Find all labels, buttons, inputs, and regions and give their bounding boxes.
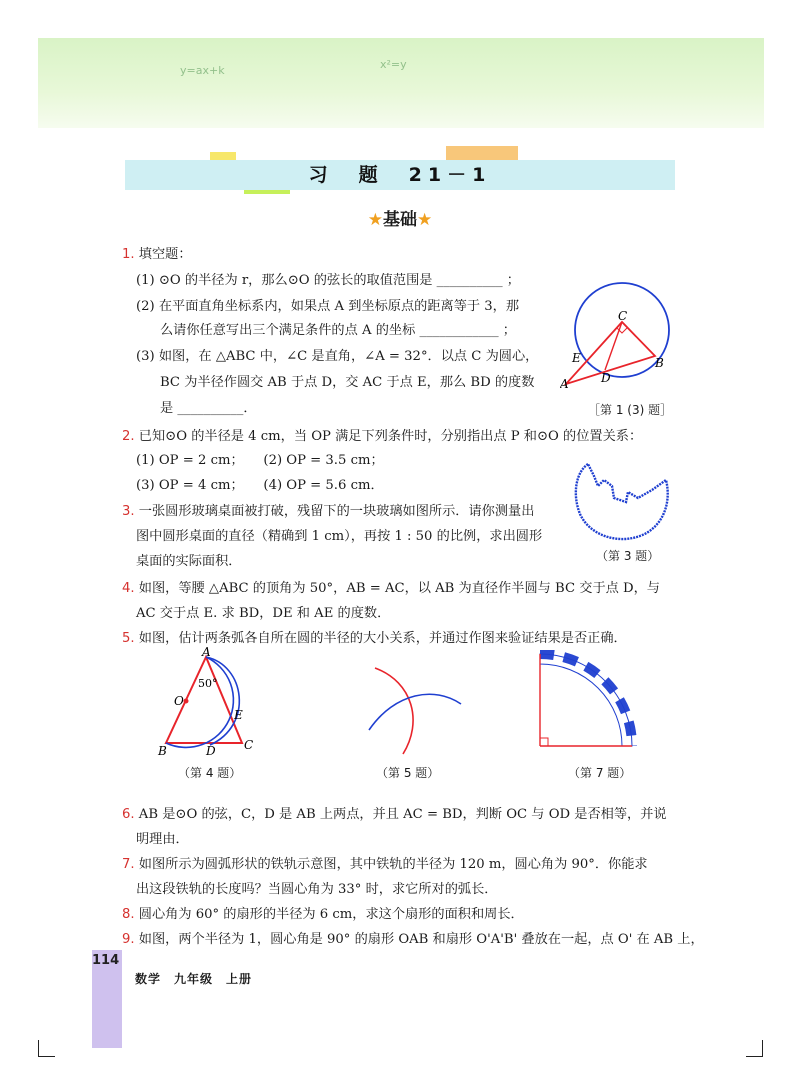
problem-2-row-1: (1) OP = 2 cm； (2) OP = 3.5 cm； bbox=[136, 453, 384, 468]
figure-4-center-point bbox=[184, 699, 189, 704]
problem-number: 3. bbox=[122, 504, 135, 519]
problem-4-text: AC 交于点 E. 求 BD，DE 和 AE 的度数． bbox=[136, 606, 391, 621]
section-heading bbox=[300, 205, 500, 230]
problem-6-text: 明理由． bbox=[136, 832, 189, 847]
problem-4-text: 4. 如图，等腰 △ABC 的顶角为 50°，AB = AC，以 AB 为直径作半圆与 BC 交于点 D，与 bbox=[122, 581, 660, 596]
problem-number: 4. bbox=[122, 581, 135, 596]
problem-number: 9. bbox=[122, 932, 135, 947]
problem-1-part-3: 是 __________． bbox=[160, 401, 257, 416]
problem-1-part-2: 么请你任意写出三个满足条件的点 A 的坐标 ____________ ； bbox=[160, 323, 516, 338]
star-icon: ★ bbox=[367, 210, 383, 230]
problem-3-text: 3. 一张圆形玻璃桌面被打破，残留下的一块玻璃如图所示．请你测量出 bbox=[122, 504, 535, 519]
figure-1-label-c: C bbox=[618, 309, 628, 323]
figure-7-caption: （第 7 题） bbox=[568, 766, 632, 780]
header-scribble: y=ax+k bbox=[180, 64, 225, 77]
problem-1-part-1: (1) ⊙O 的半径为 r，那么⊙O 的弦长的取值范围是 __________ ； bbox=[136, 273, 520, 288]
problem-1-stem: 1. 填空题： bbox=[122, 247, 192, 262]
figure-1-diagram bbox=[560, 280, 670, 390]
header-scribble: x²=y bbox=[380, 58, 407, 71]
problem-1-part-2: (2) 在平面直角坐标系内，如果点 A 到坐标原点的距离等于 3，那 bbox=[136, 299, 520, 314]
figure-4-label-b: B bbox=[158, 744, 167, 758]
figure-4-caption: （第 4 题） bbox=[178, 766, 242, 780]
problem-number: 2. bbox=[122, 429, 135, 444]
figure-1-label-b: B bbox=[655, 356, 664, 370]
figure-4-label-d: D bbox=[206, 744, 216, 758]
problem-number: 7. bbox=[122, 857, 135, 872]
problem-8-text: 8. 圆心角为 60° 的扇形的半径为 6 cm，求这个扇形的面积和周长． bbox=[122, 907, 524, 922]
problem-5-text: 5. 如图，估计两条弧各自所在圆的半径的大小关系，并通过作图来验证结果是否正确． bbox=[122, 631, 627, 646]
figure-5-arcs bbox=[365, 660, 465, 760]
problem-6-text: 6. AB 是⊙O 的弦，C，D 是 AB 上两点，并且 AC = BD，判断 OC 与 OD 是否相等，并说 bbox=[122, 807, 667, 822]
figure-4-label-c: C bbox=[244, 738, 254, 752]
figure-5-caption: （第 5 题） bbox=[376, 766, 440, 780]
figure-1-label-a: A bbox=[560, 377, 569, 390]
problem-7-text: 出这段铁轨的长度吗？当圆心角为 33° 时，求它所对的弧长． bbox=[136, 882, 498, 897]
figure-3-glass-fragment bbox=[568, 458, 678, 548]
book-title: 数学 九年级 上册 bbox=[135, 972, 253, 986]
crop-mark-bottom-left bbox=[38, 1040, 55, 1057]
figure-1-segment-cd bbox=[605, 322, 622, 370]
figure-7-railway-sector bbox=[538, 650, 638, 750]
page-title: 习 题 21－1 bbox=[308, 164, 492, 186]
crop-mark-bottom-right bbox=[746, 1040, 763, 1057]
figure-4-label-o: O bbox=[174, 694, 184, 708]
problem-1-part-3: (3) 如图，在 △ABC 中，∠C 是直角，∠A = 32°．以点 C 为圆心， bbox=[136, 349, 539, 364]
figure-1-label-d: D bbox=[601, 371, 611, 385]
problem-number: 5. bbox=[122, 631, 135, 646]
problem-7-text: 7. 如图所示为圆弧形状的铁轨示意图，其中铁轨的半径为 120 m，圆心角为 90°．你能求 bbox=[122, 857, 648, 872]
problem-number: 6. bbox=[122, 807, 135, 822]
figure-5-blue-arc bbox=[369, 694, 461, 730]
section-label: 基础 bbox=[383, 210, 417, 230]
problem-3-text: 图中圆形桌面的直径（精确到 1 cm），再按 1 : 50 的比例，求出圆形 bbox=[136, 529, 543, 544]
problem-3-text: 桌面的实际面积． bbox=[136, 554, 242, 569]
figure-4-angle-label: 50° bbox=[198, 677, 218, 690]
figure-4-label-e: E bbox=[234, 708, 243, 722]
problem-2-stem: 2. 已知⊙O 的半径是 4 cm，当 OP 满足下列条件时，分别指出点 P 和⊙O 的位置关系： bbox=[122, 429, 643, 444]
figure-7-right-angle bbox=[540, 738, 548, 746]
problem-1-part-3: BC 为半径作圆交 AB 于点 D，交 AC 于点 E，那么 BD 的度数 bbox=[160, 375, 535, 390]
header-band bbox=[38, 38, 764, 128]
figure-5-red-arc bbox=[375, 668, 413, 754]
star-icon: ★ bbox=[417, 210, 433, 230]
problem-number: 1. bbox=[122, 247, 135, 262]
page-number: 114 bbox=[92, 953, 120, 968]
figure-3-caption: （第 3 题） bbox=[596, 549, 660, 563]
figure-1-label-e: E bbox=[572, 351, 581, 365]
problem-9-text: 9. 如图，两个半径为 1，圆心角是 90° 的扇形 OAB 和扇形 O'A'B' 叠放在一起，点 O' 在 AB 上， bbox=[122, 932, 704, 947]
problem-2-row-2: (3) OP = 4 cm； (4) OP = 5.6 cm． bbox=[136, 478, 384, 493]
figure-1-caption: ［第 1 (3) 题］ bbox=[588, 403, 673, 417]
problem-number: 8. bbox=[122, 907, 135, 922]
figure-4-diagram bbox=[150, 645, 270, 760]
figure-4-label-a: A bbox=[202, 645, 211, 659]
